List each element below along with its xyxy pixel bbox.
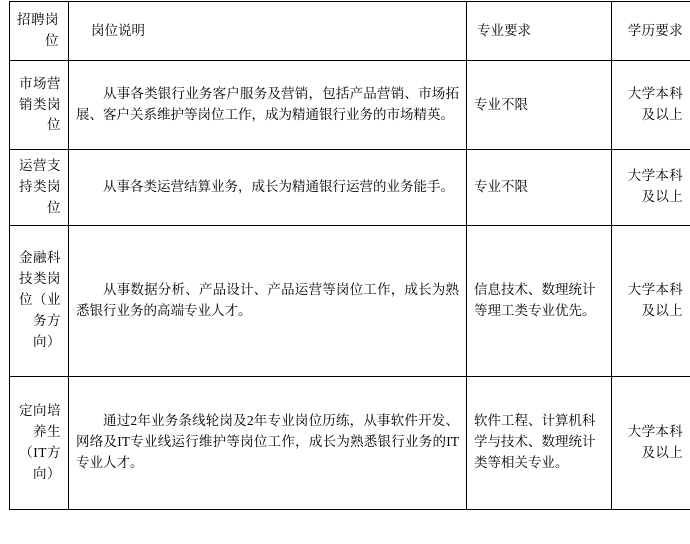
table-row <box>10 61 690 150</box>
header-description: 岗位说明 <box>69 2 467 61</box>
table-row <box>10 376 690 509</box>
cell-post: 定向培养生（IT方向） <box>10 376 69 509</box>
cell-education: 大学本科及以上 <box>612 225 690 376</box>
cell-major: 软件工程、计算机科学与技术、数理统计类等相关专业。 <box>467 376 612 509</box>
cell-major: 专业不限 <box>467 61 612 150</box>
cell-major: 专业不限 <box>467 150 612 226</box>
table-row <box>10 150 690 226</box>
header-education: 学历要求 <box>612 2 690 61</box>
cell-post: 运营支持类岗位 <box>10 150 69 226</box>
job-positions-table <box>9 1 690 510</box>
cell-description: 从事各类银行业务客户服务及营销，包括产品营销、市场拓展、客户关系维护等岗位工作，成为精通银行业务的市场精英。 <box>69 61 467 150</box>
cell-description: 通过2年业务条线轮岗及2年专业岗位历练，从事软件开发、网络及IT专业线运行维护等岗位工作，成长为熟悉银行业务的IT专业人才。 <box>69 376 467 509</box>
cell-education: 大学本科及以上 <box>612 61 690 150</box>
cell-description: 从事各类运营结算业务，成长为精通银行运营的业务能手。 <box>69 150 467 226</box>
cell-description: 从事数据分析、产品设计、产品运营等岗位工作，成长为熟悉银行业务的高端专业人才。 <box>69 225 467 376</box>
cell-education: 大学本科及以上 <box>612 376 690 509</box>
header-post: 招聘岗位 <box>10 2 69 61</box>
document-page <box>0 1 690 544</box>
table-header-row <box>10 2 690 61</box>
cell-major: 信息技术、数理统计等理工类专业优先。 <box>467 225 612 376</box>
cell-education: 大学本科及以上 <box>612 150 690 226</box>
cell-post: 市场营销类岗位 <box>10 61 69 150</box>
header-major: 专业要求 <box>467 2 612 61</box>
table-row <box>10 225 690 376</box>
cell-post: 金融科技类岗位（业务方向） <box>10 225 69 376</box>
